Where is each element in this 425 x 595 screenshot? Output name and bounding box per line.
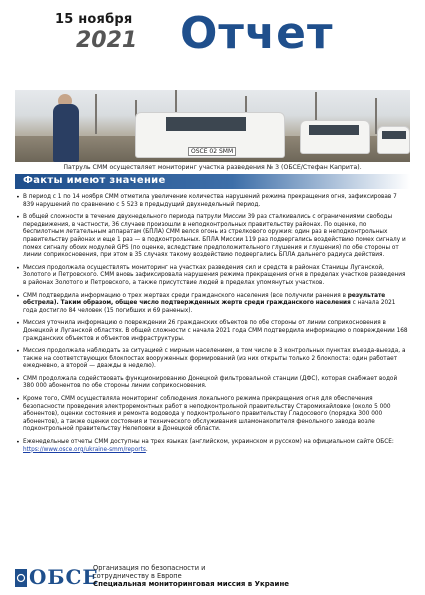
photo-caption: Патруль СММ осуществляет мониторинг участка разведения № 3 (ОБСЕ/Стефан Каприта).: [63, 164, 362, 171]
fact-item: • СММ продолжала содействовать функционированию Донецкой фильтровальной станции (ДФС), которая снабжает водой 380 000 абонентов по обе стороны линии соприкосновения.: [16, 376, 409, 391]
vehicle-plate: OSCE 02 SMM: [188, 147, 236, 156]
osce-logo-text: ОБСЕ: [29, 565, 99, 589]
report-title: Отчет: [180, 8, 334, 59]
footer-org-line2: сотрудничеству в Европе: [93, 572, 182, 580]
footer: [15, 563, 410, 593]
fact-item: • Миссия уточнила информацию о повреждении 26 гражданских объектов по обе стороны от линии соприкосновения в Донецкой и Луганской областях. В общей сложности с начала 2021 года СММ подтвердила информацию о повреждении 168 гражданских объектов и объектов инфраструктуры.: [16, 320, 409, 343]
cover-photo: [15, 90, 410, 162]
fact-item-text: с начала 2021 года достигло 84 человек (15 погибших и 69 раненых).: [23, 300, 396, 314]
facts-list: [16, 194, 409, 459]
fact-item: [16, 439, 409, 454]
osce-reports-link[interactable]: https://www.osce.org/ukraine-smm/reports: [23, 446, 146, 453]
fact-item-text: .: [145, 446, 148, 453]
section-heading-bar: [15, 174, 410, 189]
fact-item-bold-text: результате обстрела). Таким образом, общее число подтвержденных жертв среди гражданского населения: [23, 292, 386, 307]
observer-figure: [53, 104, 79, 162]
patrol-vehicle-second: [300, 120, 370, 154]
footer-org-line1: Организация по безопасности и: [93, 564, 206, 572]
fact-item: • В общей сложности в течение двухнедельного периода патрули Миссии 39 раз сталкивались с ограничениями свободы передвижения, в частности, 36 случаев произошли в неподконтрольных правительству районах. По оценке, по беспилотным летательным аппаратам (БПЛА) СММ велся огонь из стрелкового оружия: один раз в неподконтрольных правительству районах и еще 1 раз — в подконтрольных. БПЛА Миссии 119 раз подвергались воздействию помех сигналу и помех сигналу обоих модулей GPS (по оценке, вследствие предположительного глушения и глушения) по обе стороны от линии соприкосновения, при этом в 35 случаях такому воздействию подвергались БПЛА дальнего радиуса действия.: [16, 214, 409, 260]
report-date: 15 ноября: [55, 12, 133, 27]
report-year: 2021: [76, 28, 138, 53]
fact-item-text: СММ подтвердила информацию о трех жертвах среди гражданского населения (все получили ранения в: [23, 292, 348, 299]
patrol-vehicle-main: [135, 112, 285, 158]
footer-mission-name: Специальная мониторинговая миссия в Украине: [93, 580, 290, 588]
fact-item: • Кроме того, СММ осуществляла мониторинг соблюдения локального режима прекращения огня для обеспечения безопасности проведения электроремонтных работ в неподконтрольной правительству Старомихайловке (около 5 000 абонентов), оценки состояния и ремонта водовода у подконтрольного правительству Гладосового (порядка 300 000 абонентов), а также оценки состояния и технического обслуживания шламонакопителя фенольного завода возле подконтрольной правительству Нелеповки в Донецкой области.: [16, 396, 409, 434]
fact-item: • Миссия продолжала наблюдать за ситуацией с мирным населением, в том числе в 3 контрольных пунктах въезда-выезда, а также на соответствующих блокпостах вооруженных формирований (из них открыты только 2 блокпоста: один работает ежедневно, а второй — дважды в неделю).: [16, 348, 409, 371]
fact-item-text: Еженедельные отчеты СММ доступны на трех языках (английском, украинском и русском) на официальном сайте ОБСЕ:: [23, 439, 394, 446]
osce-logo: [15, 565, 99, 591]
patrol-vehicle-third: [377, 126, 410, 154]
report-header: [0, 0, 425, 90]
fact-item: • В период с 1 по 14 ноября СММ отметила увеличение количества нарушений режима прекращения огня, зафиксировав 7 839 нарушений по сравнению с 5 523 в предыдущий двухнедельный период.: [16, 194, 409, 209]
fact-item: • Миссия продолжала осуществлять мониторинг на участках разведения сил и средств в районах Станицы Луганской, Золотого и Петровского. СММ вновь зафиксировала нарушения режима прекращения огня в пределах участков разведения в районах Золотого и Петровского, а также присутствие людей в пределах упомянутых участков.: [16, 265, 409, 288]
fact-item: [16, 293, 409, 316]
osce-emblem-icon: [15, 569, 27, 587]
section-heading: Факты имеют значение: [23, 175, 166, 186]
